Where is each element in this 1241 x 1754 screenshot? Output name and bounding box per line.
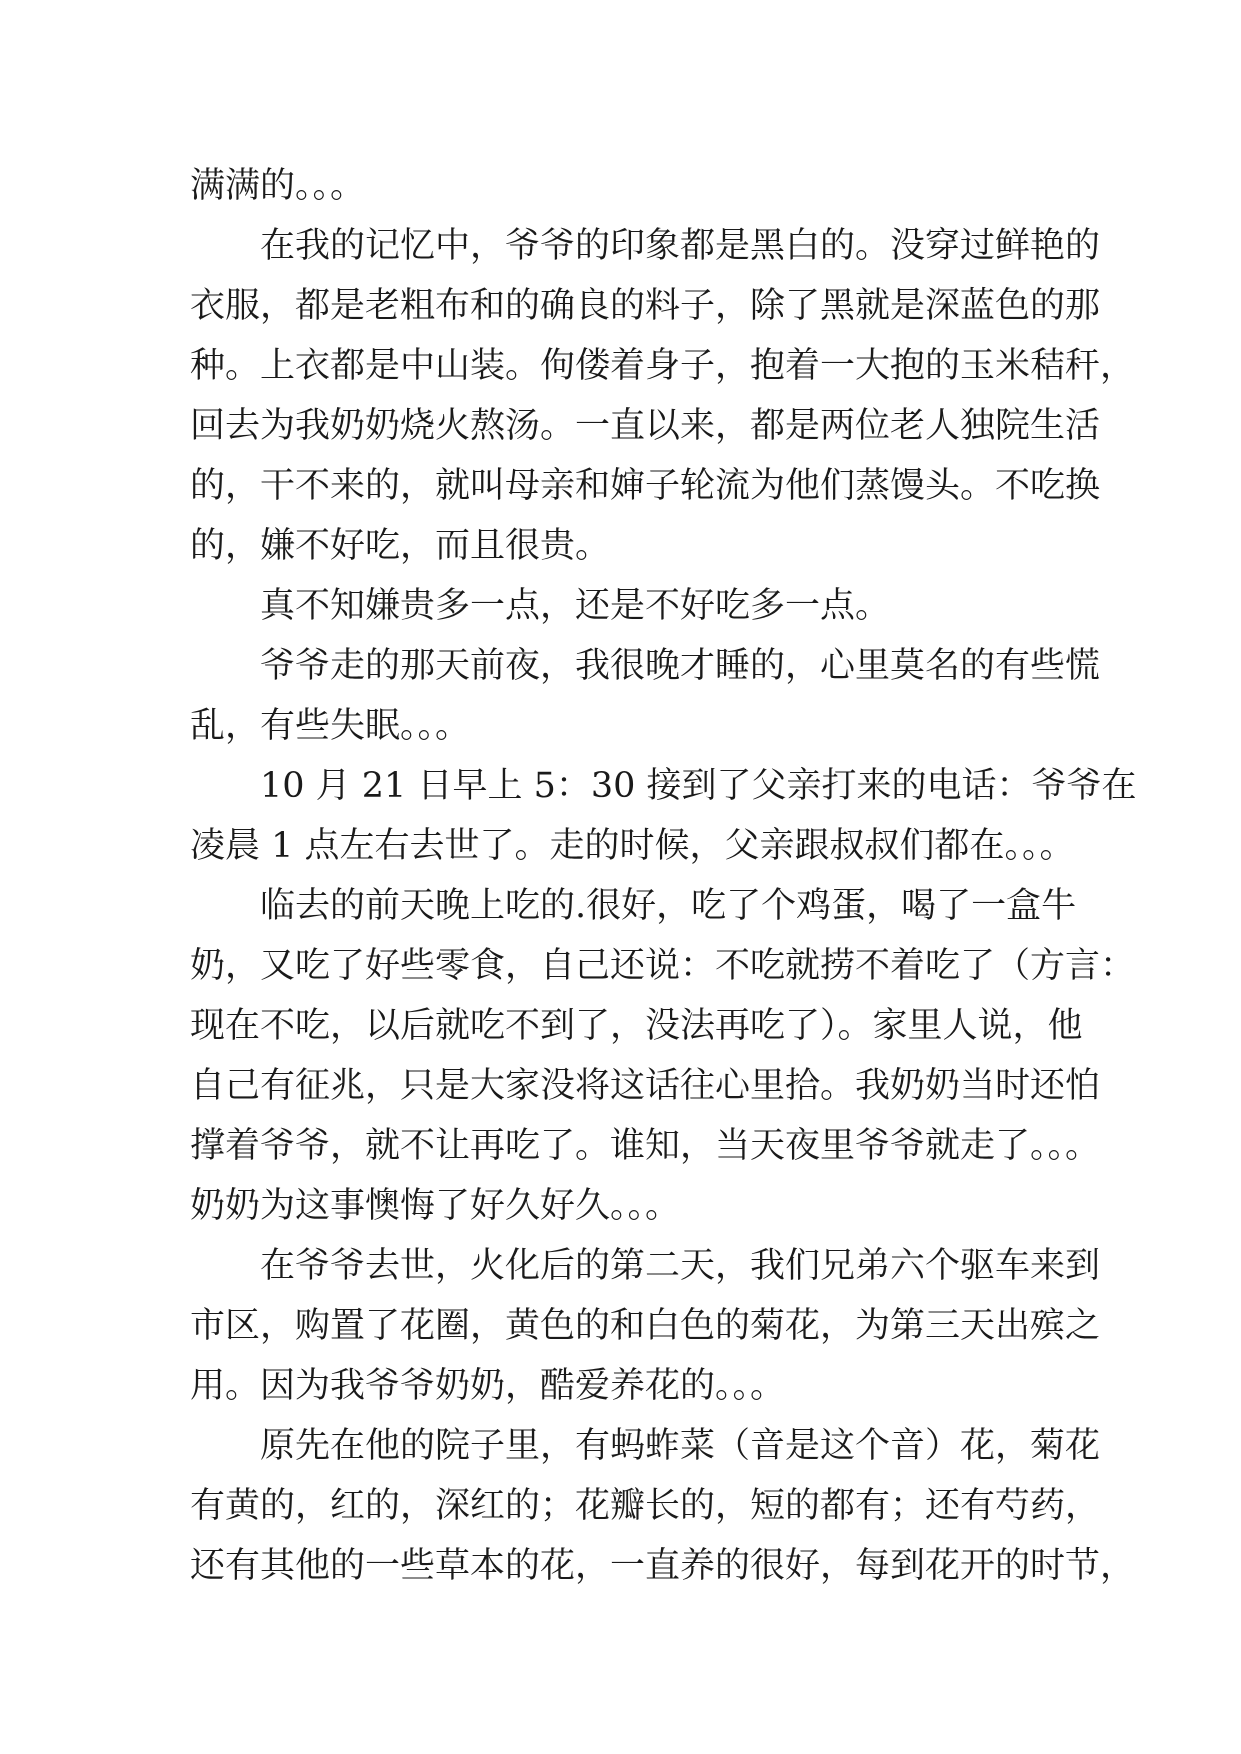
paragraph-first-line: 临去的前天晚上吃的.很好，吃了个鸡蛋，喝了一盒牛: [260, 886, 1077, 926]
text-line: 撑着爷爷，就不让再吃了。谁知，当天夜里爷爷就走了。。。: [190, 1126, 1101, 1166]
text-line: 凌晨 1 点左右去世了。走的时候，父亲跟叔叔们都在。。。: [190, 826, 1075, 866]
paragraph-first-line: 在爷爷去世，火化后的第二天，我们兄弟六个驱车来到: [260, 1246, 1101, 1286]
paragraph-first-line: 10 月 21 日早上 5：30 接到了父亲打来的电话：爷爷在: [260, 766, 1137, 806]
text-line: 种。上衣都是中山装。佝偻着身子，抱着一大抱的玉米秸秆，: [190, 346, 1136, 386]
text-line: 还有其他的一些草本的花，一直养的很好，每到花开的时节，: [190, 1546, 1136, 1586]
text-line: 的，干不来的，就叫母亲和婶子轮流为他们蒸馒头。不吃换: [190, 466, 1101, 506]
text-line: 有黄的，红的，深红的；花瓣长的，短的都有；还有芍药，: [190, 1486, 1101, 1526]
text-line: 市区，购置了花圈，黄色的和白色的菊花，为第三天出殡之: [190, 1306, 1101, 1346]
paragraph-first-line: 真不知嫌贵多一点，还是不好吃多一点。: [260, 586, 891, 626]
paragraph-first-line: 原先在他的院子里，有蚂蚱菜（音是这个音）花，菊花: [260, 1426, 1101, 1466]
text-line: 的，嫌不好吃，而且很贵。: [190, 526, 611, 566]
text-line: 满满的。。。: [190, 166, 366, 206]
text-line: 现在不吃，以后就吃不到了，没法再吃了）。家里人说，他: [190, 1006, 1083, 1046]
text-line: 奶，又吃了好些零食，自己还说：不吃就捞不着吃了（方言：: [190, 946, 1136, 986]
paragraph-first-line: 在我的记忆中，爷爷的印象都是黑白的。没穿过鲜艳的: [260, 226, 1101, 266]
text-line: 回去为我奶奶烧火熬汤。一直以来，都是两位老人独院生活: [190, 406, 1101, 446]
text-line: 自己有征兆，只是大家没将这话往心里拾。我奶奶当时还怕: [190, 1066, 1101, 1106]
paragraph-first-line: 爷爷走的那天前夜，我很晚才睡的，心里莫名的有些慌: [260, 646, 1101, 686]
text-line: 衣服，都是老粗布和的确良的料子，除了黑就是深蓝色的那: [190, 286, 1101, 326]
text-line: 乱，有些失眠。。。: [190, 706, 471, 746]
text-line: 奶奶为这事懊悔了好久好久。。。: [190, 1186, 681, 1226]
body-text: [190, 156, 1137, 1596]
text-line: 用。因为我爷爷奶奶，酷爱养花的。。。: [190, 1366, 786, 1406]
